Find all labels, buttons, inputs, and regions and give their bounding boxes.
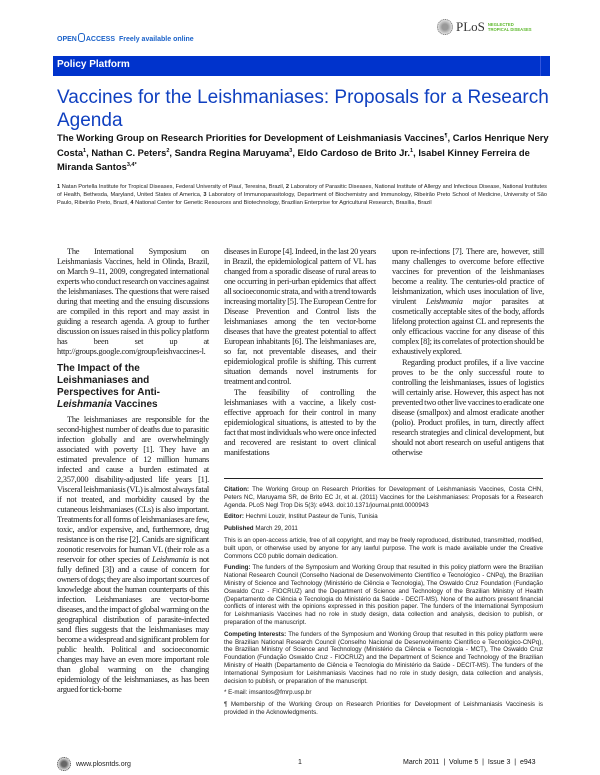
journal-name-line1: NEGLECTED [487, 22, 514, 27]
author-name: , Isabel Kinney Ferreira de Miranda Santos [57, 146, 530, 173]
author-affiliation-marker: ¶ [444, 133, 448, 139]
paragraph: The International Symposium on Leishmaniasis Vaccines, held in Olinda, Brazil, on March 9–11, 2009, congregated international experts who conduct research on vaccines against the leishmaniases. The questions that were raised during that meeting and the ensuing discussions are compiled in this report and may assist in guiding a research agenda. A group to further discussion on issues raised in this policy platform has been set up at http://groups.google.com/group/leishvaccines-l. [57, 247, 209, 356]
author-name: , Carlos Henrique Nery Costa [57, 132, 549, 158]
affiliation-text: National Center for Genetic Resources and Biotechnology, Brazilian Enterprise for Agricultural Research, Brasília, Brazil [135, 200, 432, 207]
paragraph: diseases in Europe [4]. Indeed, in the last 20 years in Brazil, the epidemiological pattern of VL has changed from a sporadic disease of rural areas to one occurring in peri-urban epidemics that affect all socioeconomic strata, and with a trend towards increasing mortality [5]. The European Centre for Disease Prevention and Control lists the leishmaniases among the ten vector-borne diseases that have the greatest potential to affect European inhabitants [6]. The leishmaniases are, so far, not preventable diseases, and their epidemiological profile is shifting. This current situation demands novel instruments for treatment and control. [224, 247, 376, 386]
body-column-2 [224, 247, 376, 459]
affiliation-number: 2 [285, 184, 290, 190]
section-banner [53, 56, 550, 76]
globe-icon [437, 19, 453, 35]
section-heading: The Impact of the Leishmaniases and Perspectives for Anti-Leishmania Vaccines [57, 363, 160, 410]
affiliation-number: 3 [203, 192, 207, 199]
section-label: Policy Platform [57, 59, 130, 70]
author-name: , Eldo Cardoso de Brito Jr. [292, 146, 411, 158]
citation: Citation: The Working Group on Research Priorities for Development of Leishmaniasis Vaccines, Costa CHN, Peters NC, Maruyama SR, de Brito EC Jr, et al. (2011) Vaccines for the Leishmaniases: Proposals for a Research Agenda. PLoS Negl Trop Dis 5(3): e943. doi:10.1371/journal.pntd.0000943 [224, 486, 543, 509]
freely-available-label: Freely available online [118, 36, 194, 43]
author-list [57, 130, 557, 174]
footer-url[interactable] [57, 757, 131, 771]
affiliation-number: 1 [57, 184, 61, 190]
journal-name-line2: TROPICAL DISEASES [487, 27, 532, 32]
article-info-box [224, 486, 543, 721]
competing-interests: Competing Interests: The funders of the Symposium and Working Group that resulted in this policy platform were the Brazilian National Research Council (Conselho Nacional de Desenvolvimento Científico e Tecnológico-CNPq), the Brazilian Ministry of Science and Technology (Ministério da Ciência e Tecnologia - MCT), The Oswaldo Cruz Foundation (Fundação Oswaldo Cruz - FIOCRUZ) and the Department of Science and Technology of the Brazilian Ministry of Health (Departamento de Ciência e Tecnologia do Ministério da Saúde - DECIT-MS). The funders of the International Symposium for Leishmaniasis Vaccines had no role in study design, data collection and analysis, decision to publish, or preparation of the manuscript. [224, 630, 543, 685]
info-box-divider [224, 478, 543, 479]
author-name: , Sandra Regina Maruyama [169, 146, 290, 158]
page-number: 1 [298, 759, 302, 766]
paragraph: The leishmaniases are responsible for the second-highest number of deaths due to parasitic infection globally and are overwhelmingly associated with poverty [1]. They have an estimated prevalence of 12 million humans infected and cause a burden estimated at 2,357,000 disability-adjusted life years [1]. Visceral leishmaniasis (VL) is almost always fatal if not treated, and morbidity caused by the cutaneous leishmaniases (CLs) is also important. Treatments for all forms of leishmaniases are few, toxic, and/or expensive, and, furthermore, drug resistance is on the rise [2]. Canids are significant zoonotic reservoirs for human VL (their role as a reservoir for other species of Leishmania is not fully defined [3]) and a cause of concern for owners of dogs; they are also important sources of knowledge about the human counterparts of this infection. Leishmaniases are vector-borne diseases, and the impact of global warming on the geographical distribution of parasite-infected sand flies suggests that the leishmaniases may become a widespread and significant problem for public health. Political and socioeconomic changes may have an even more important role than global warming on the changing epidemiology of the leishmaniases, as has been argued for tick-borne [57, 415, 209, 694]
paragraph: The feasibility of controlling the leishmaniases with a vaccine, a likely cost-effective approach for their control in many epidemiological situations, is attested to by the fact that most individuals who were once infected and recovered are resistant to overt clinical manifestations [224, 388, 376, 457]
published-date: Published March 29, 2011 [224, 525, 298, 533]
open-label: OPEN [57, 36, 77, 43]
article-title: Vaccines for the Leishmaniases: Proposals for a Research Agenda [57, 87, 549, 131]
author-affiliation-marker: 1 [83, 147, 87, 154]
author-affiliation-marker: 3 [289, 147, 293, 154]
banner-divider [540, 56, 541, 76]
issue-info: March 2011 | Volume 5 | Issue 3 | e943 [403, 759, 536, 766]
body-column-3 [392, 247, 544, 459]
paragraph: Regarding product profiles, if a live vaccine proves to be the only successful route to controlling the leishmaniases, issues of logistics will certainly arise. However, this aspect has not prevented two other live vaccines to eradicate one disease (smallpox) and almost eradicate another (polio). Product profiles, in turn, directly affect research strategies and clinical development, but should not abort research on useful antigens that otherwise [392, 358, 544, 457]
license: This is an open-access article, free of all copyright, and may be freely reproduced, distributed, transmitted, modified, built upon, or otherwise used by anyone for any lawful purpose. The work is made available under the Creative Commons CC0 public domain dedication. [224, 536, 543, 560]
journal-name [488, 22, 532, 32]
editor: Editor: Hechmi Louzir, Institut Pasteur de Tunis, Tunisia [224, 513, 378, 521]
author-affiliation-marker: 3,4* [126, 162, 137, 169]
open-access-badge [57, 33, 194, 43]
plos-wordmark: PLoS [456, 19, 485, 34]
affiliation-text: Natan Portella Institute for Tropical Diseases, Federal University of Piauí, Teresina, Brazil, [61, 184, 285, 190]
globe-icon [57, 757, 71, 771]
author-name: The Working Group on Research Priorities for Development of Leishmaniasis Vaccines [57, 132, 445, 144]
author-affiliation-marker: 1 [410, 147, 414, 154]
paragraph: upon re-infections [7]. There are, however, still many challenges to overcome before effective vaccines for prevention of the leishmaniases become a reality. The centuries-old practice of leishmanization, which uses inoculation of live, virulent Leishmania major parasites at cosmetically acceptable sites of the body, affords lifelong protection against CL and represents the only efficacious vaccine for any disease of this complex [8]; its correlates of protection should be exhaustively explored. [392, 247, 544, 356]
footer-url-text[interactable]: www.plosntds.org [76, 760, 131, 768]
affiliation-number: 4 [130, 200, 134, 207]
funding: Funding: The funders of the Symposium and Working Group that resulted in this policy platform were the Brazilian National Research Council (Conselho Nacional de Desenvolvimento Científico e Tecnológico - CNPq), the Brazilian Ministry of Science and Technology (Ministério de Ciência e Tecnologia), The Oswaldo Cruz Foundation (Fundação Oswaldo Cruz - FIOCRUZ) and the Department of Science and Technology of the Brazilian Ministry of Health (Departamento de Ciência e Tecnologia do Ministério da Saúde - DECIT-MS). None of the authors present financial conflicts of interest with the opinions expressed in this position paper. The funders of the International Symposium for Leishmaniasis Vaccines had no role in study design, data collection and analysis, decision to publish, or preparation of the manuscript. [224, 564, 543, 626]
open-lock-icon [78, 33, 85, 42]
journal-logo [437, 19, 532, 35]
affiliation-text: Laboratory of Immunoparasitology, Department of Biochemistry and Immunology, Ribeirão Preto School of Medicine, University of São Paulo, Ribeirão Preto, Brazil, [57, 192, 547, 207]
affiliations [57, 183, 547, 208]
affiliation-text: Laboratory of Parasitic Diseases, National Institute of Allergy and Infectious Disease, National Institutes of Health, Bethesda, Maryland, United States of America, [57, 184, 547, 199]
email[interactable]: * E-mail: imsantos@fmrp.usp.br [224, 689, 312, 697]
author-affiliation-marker: 2 [166, 147, 170, 154]
membership-note: ¶ Membership of the Working Group on Research Priorities for Development of Leishmaniasis Vaccinesis is provided in the Acknowledgments. [224, 701, 543, 716]
body-column-1 [57, 247, 209, 696]
author-name: , Nathan C. Peters [86, 146, 167, 158]
access-label: ACCESS [85, 36, 116, 43]
